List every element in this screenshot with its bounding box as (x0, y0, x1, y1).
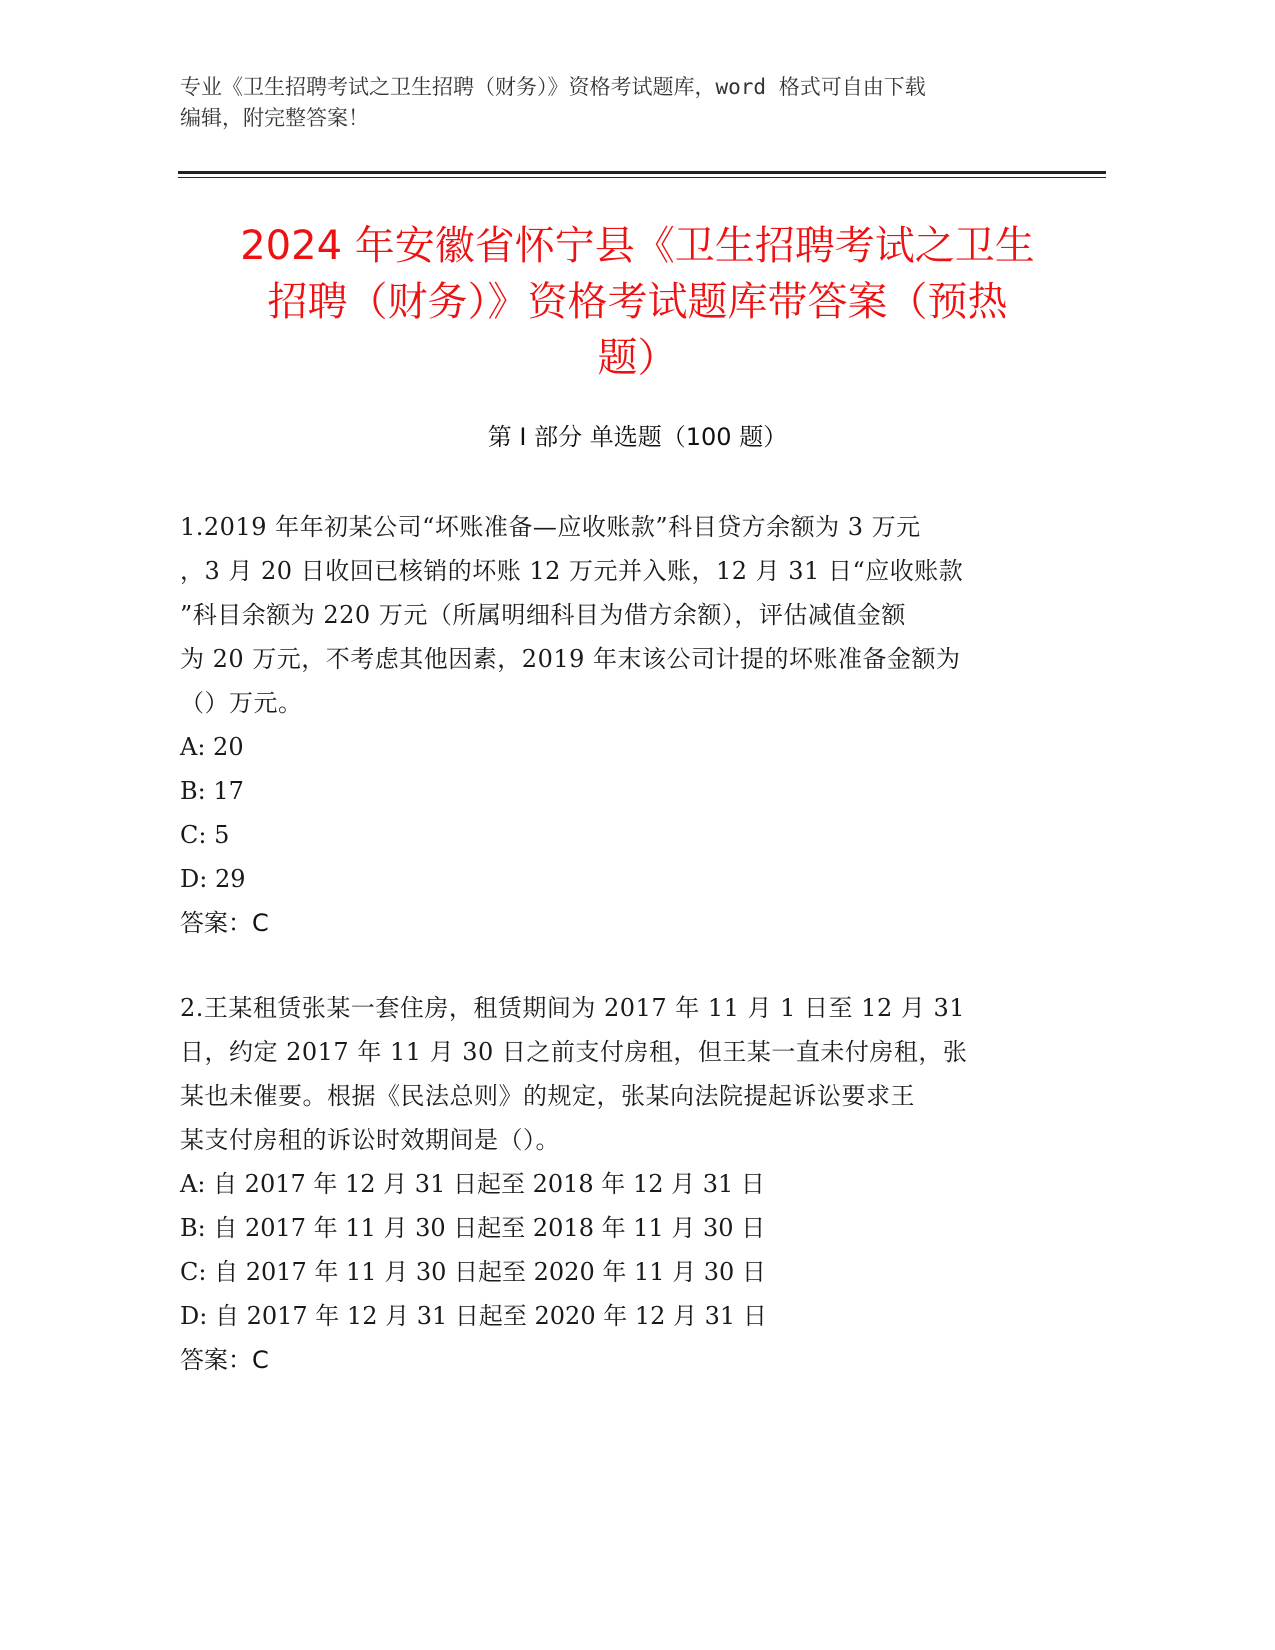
title-line-2: 招聘（财务）》资格考试题库带答案（预热 (267, 279, 1008, 325)
question-1-stem-line: ，3 月 20 日收回已核销的坏账 12 万元并入账，12 月 31 日“应收账款 (180, 557, 964, 585)
question-2-option-c: C: 自 2017 年 11 月 30 日起至 2020 年 11 月 30 日 (180, 1258, 766, 1286)
question-2-stem (180, 986, 1040, 1162)
question-1-option-d: D: 29 (180, 865, 246, 893)
section-heading: 第 I 部分 单选题（100 题） (487, 423, 788, 451)
header-note-line-1: 专业《卫生招聘考试之卫生招聘（财务）》资格考试题库，word 格式可自由下载 (180, 75, 926, 99)
question-2 (180, 986, 1040, 1382)
title-line-3: 题） (597, 335, 678, 381)
question-2-stem-line: 2.王某租赁张某一套住房，租赁期间为 2017 年 11 月 1 日至 12 月 31 (180, 994, 966, 1022)
question-1-stem (180, 505, 1040, 725)
question-1-stem-line: 1.2019 年年初某公司“坏账准备—应收账款”科目贷方余额为 3 万元 (180, 513, 921, 541)
question-2-option-d: D: 自 2017 年 12 月 31 日起至 2020 年 12 月 31 日 (180, 1302, 767, 1330)
title-line-1: 2024 年安徽省怀宁县《卫生招聘考试之卫生 (240, 223, 1035, 269)
question-2-answer: 答案：C (180, 1346, 269, 1374)
question-1-option-a: A: 20 (180, 733, 244, 761)
question-2-stem-line: 某也未催要。根据《民法总则》的规定，张某向法院提起诉讼要求王 (180, 1082, 915, 1110)
question-2-stem-line: 日，约定 2017 年 11 月 30 日之前支付房租，但王某一直未付房租，张 (180, 1038, 968, 1066)
question-1-answer: 答案：C (180, 909, 269, 937)
header-divider-thin (178, 177, 1106, 178)
question-2-option-b: B: 自 2017 年 11 月 30 日起至 2018 年 11 月 30 日 (180, 1214, 766, 1242)
question-2-stem-line: 某支付房租的诉讼时效期间是（）。 (180, 1126, 560, 1154)
header-note (180, 72, 1060, 134)
question-1-option-b: B: 17 (180, 777, 244, 805)
document-title (150, 218, 1125, 386)
question-2-option-a: A: 自 2017 年 12 月 31 日起至 2018 年 12 月 31 日 (180, 1170, 765, 1198)
header-note-line-2: 编辑，附完整答案！ (180, 106, 369, 130)
question-1-stem-line: 为 20 万元，不考虑其他因素，2019 年末该公司计提的坏账准备金额为 (180, 645, 961, 673)
header-divider-thick (178, 171, 1106, 174)
question-1-stem-line: ”科目余额为 220 万元（所属明细科目为借方余额），评估减值金额 (180, 601, 906, 629)
question-1-option-c: C: 5 (180, 821, 230, 849)
question-1 (180, 505, 1040, 945)
question-1-stem-line: （）万元。 (180, 689, 303, 717)
